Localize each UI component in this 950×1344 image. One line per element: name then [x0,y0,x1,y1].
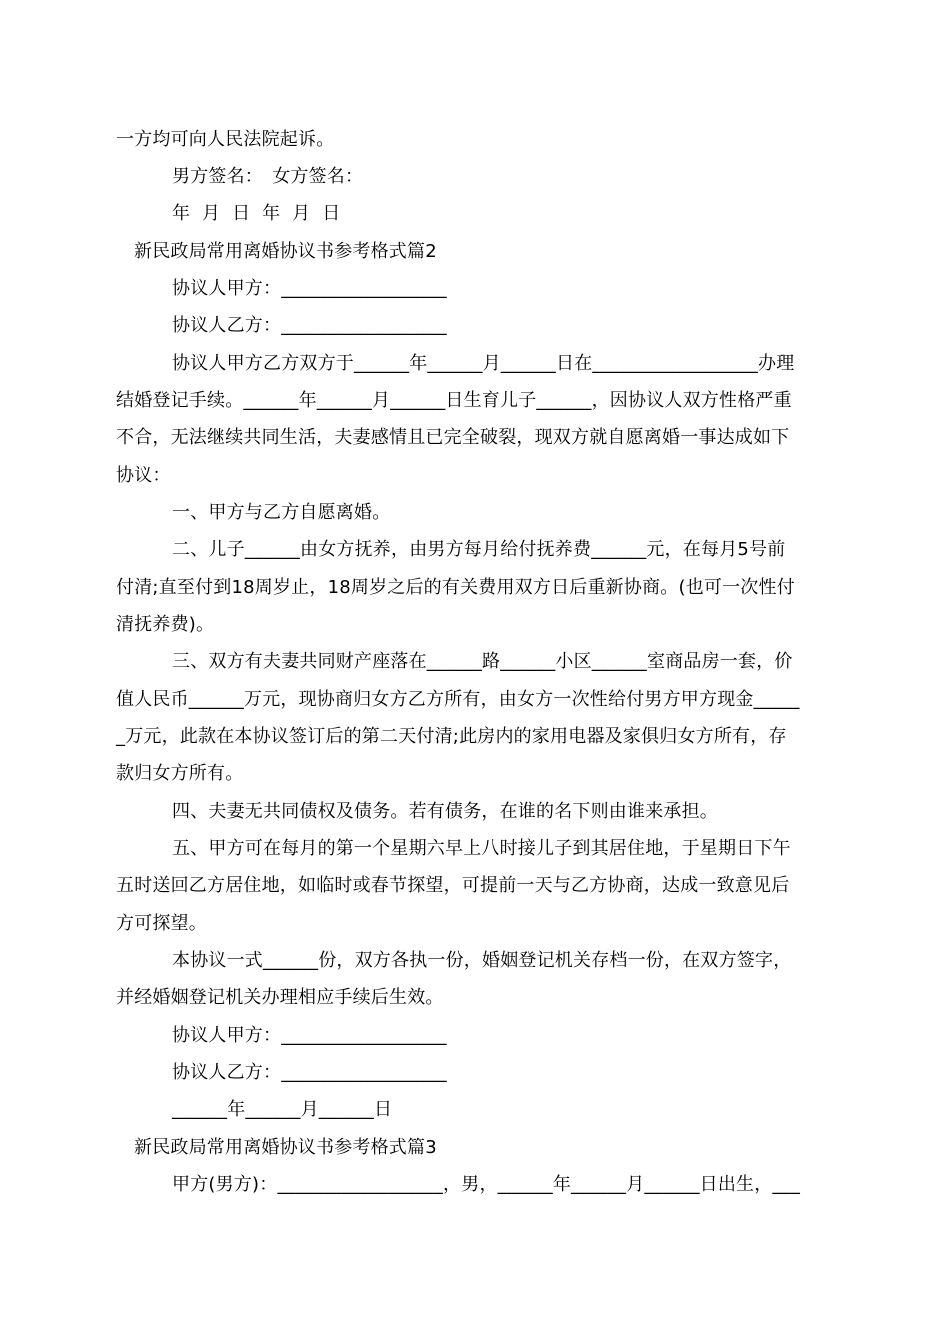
section-heading: 新民政局常用离婚协议书参考格式篇3 [134,1137,437,1158]
clause-2: 二、儿子______由女方抚养，由男方每月给付抚养费______元，在每月5号前 [172,539,786,560]
paragraph-line: 一方均可向人民法院起诉。 [116,129,335,150]
paragraph-line: 本协议一式______份，双方各执一份，婚姻登记机关存档一份，在双方签字， [172,950,792,971]
section-heading: 新民政局常用离婚协议书参考格式篇2 [134,241,437,262]
paragraph-line: 款归女方所有。 [116,763,244,784]
party-a-line: 协议人甲方：__________________ [172,1025,447,1046]
clause-3: 三、双方有夫妻共同财产座落在______路______小区______室商品房一套，价 [172,651,793,672]
clause-4: 四、夫妻无共同债权及债务。若有债务，在谁的名下则由谁来承担。 [172,801,718,822]
paragraph-line: 并经婚姻登记机关办理相应手续后生效。 [116,987,444,1008]
party-a-line: 协议人甲方：__________________ [172,278,447,299]
paragraph-line: 方可探望。 [116,913,207,934]
paragraph-line: 值人民币______万元，现协商归女方乙方所有，由女方一次性给付男方甲方现金_____ [116,689,800,710]
party-b-line: 协议人乙方：__________________ [172,315,447,336]
clause-5: 五、甲方可在每月的第一个星期六早上八时接儿子到其居住地，于星期日下午 [172,838,791,859]
paragraph-line: 协议人甲方乙方双方于______年______月______日在__________________办理 [172,353,795,374]
paragraph-line: 不合，无法继续共同生活，夫妻感情且已完全破裂，现双方就自愿离婚一事达成如下 [116,427,790,448]
signature-line: 男方签名： 女方签名： [172,166,364,187]
date-line: 年 月 日 年 月 日 [172,203,341,224]
paragraph-line: _万元，此款在本协议签订后的第二天付清;此房内的家用电器及家俱归女方所有，存 [116,726,787,747]
paragraph-line: 清抚养费)。 [116,614,215,635]
paragraph-line: 五时送回乙方居住地，如临时或春节探望，可提前一天与乙方协商，达成一致意见后 [116,875,790,896]
clause-1: 一、甲方与乙方自愿离婚。 [172,502,391,523]
paragraph-line: 结婚登记手续。______年______月______日生育儿子______，因协议人双方性格严重 [116,390,792,411]
party-b-line: 协议人乙方：__________________ [172,1062,447,1083]
paragraph-line: 甲方(男方)：__________________，男，______年______月______日出生，___ [172,1174,801,1195]
paragraph-line: 协议： [116,465,171,486]
paragraph-line: 付清;直至付到18周岁止，18周岁之后的有关费用双方日后重新协商。(也可一次性付 [116,577,795,598]
date-line: ______年______月______日 [172,1099,393,1120]
